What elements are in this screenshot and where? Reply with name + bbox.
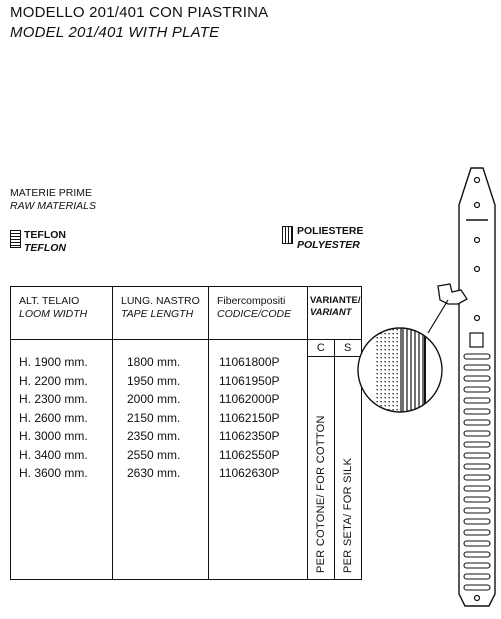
- materials-heading-english: RAW MATERIALS: [10, 200, 96, 212]
- tape-slots: [464, 354, 490, 590]
- title-italian: MODELLO 201/401 CON PIASTRINA: [10, 4, 269, 21]
- loom-width-cell: H. 2300 mm.: [19, 392, 88, 406]
- tape-slot: [464, 387, 490, 392]
- loom-width-cell: H. 3400 mm.: [19, 447, 88, 462]
- materials-heading-italian: MATERIE PRIME: [10, 187, 93, 199]
- loom-width-cell: H. 1900 mm.: [19, 355, 88, 369]
- detail-circle: [355, 325, 450, 420]
- legend-teflon-english: TEFLON: [24, 242, 66, 254]
- tape-slot: [464, 365, 490, 370]
- variant-silk-label: PER SETA/ FOR SILK: [341, 457, 354, 573]
- tape-slot: [464, 398, 490, 403]
- code-cell: 11061950P: [219, 373, 280, 388]
- tape-slot: [464, 376, 490, 381]
- header-loom-width: ALT. TELAIO LOOM WIDTH: [11, 287, 113, 340]
- tape-slot: [464, 409, 490, 414]
- loom-width-cell: H. 2200 mm.: [19, 373, 88, 388]
- variant-cotton-label: PER COTONE/ FOR COTTON: [314, 415, 327, 573]
- legend-polyester-italian: POLIESTERE: [297, 225, 364, 237]
- tape-length-cell: 2000 mm.: [127, 392, 181, 406]
- tape-slot: [464, 552, 490, 557]
- tape-bottom-hole: [475, 596, 480, 601]
- tape-slot: [464, 563, 490, 568]
- plate-notch: [438, 284, 467, 304]
- tape-length-cell: 2550 mm.: [127, 447, 181, 462]
- loom-width-cell: H. 3000 mm.: [19, 429, 88, 443]
- loom-width-cell: H. 3600 mm.: [19, 466, 88, 480]
- tape-length-cell: 1950 mm.: [127, 373, 181, 388]
- tape-length-cell: 1800 mm.: [127, 355, 181, 369]
- tape-slot: [464, 464, 490, 469]
- tape-slot: [464, 541, 490, 546]
- code-cell: 11062350P: [219, 429, 280, 443]
- tape-length-cell: 2150 mm.: [127, 410, 181, 425]
- header-variant: VARIANTE/ VARIANT: [308, 287, 362, 340]
- tape-slot: [464, 585, 490, 590]
- tape-top-holes: [470, 178, 483, 601]
- tape-slot: [464, 354, 490, 359]
- tape-slot: [464, 475, 490, 480]
- tape-slot: [464, 508, 490, 513]
- code-cell: 11061800P: [219, 355, 280, 369]
- legend-teflon-italian: TEFLON: [24, 229, 66, 241]
- legend-polyester-english: POLYESTER: [297, 239, 360, 251]
- code-cell: 11062000P: [219, 392, 280, 406]
- loom-width-cell: H. 2600 mm.: [19, 410, 88, 425]
- tape-slot: [464, 519, 490, 524]
- tape-slot: [464, 453, 490, 458]
- code-cell: 11062630P: [219, 466, 280, 480]
- tape-slot: [464, 431, 490, 436]
- detail-leader-line: [428, 300, 448, 333]
- tape-length-cell: 2630 mm.: [127, 466, 181, 480]
- tape-slot: [464, 497, 490, 502]
- header-tape-length: LUNG. NASTRO TAPE LENGTH: [113, 287, 209, 340]
- variant-s-header: S: [334, 340, 361, 357]
- tape-length-cell: 2350 mm.: [127, 429, 181, 443]
- tape-slot: [464, 442, 490, 447]
- tape-slot: [464, 420, 490, 425]
- code-cell: 11062150P: [219, 410, 280, 425]
- tape-slot: [464, 486, 490, 491]
- tape-slot: [464, 530, 490, 535]
- title-english: MODEL 201/401 WITH PLATE: [10, 24, 220, 41]
- tape-slot: [464, 574, 490, 579]
- variant-c-header: C: [308, 340, 335, 357]
- header-code: Fibercompositi CODICE/CODE: [209, 287, 308, 340]
- code-cell: 11062550P: [219, 447, 280, 462]
